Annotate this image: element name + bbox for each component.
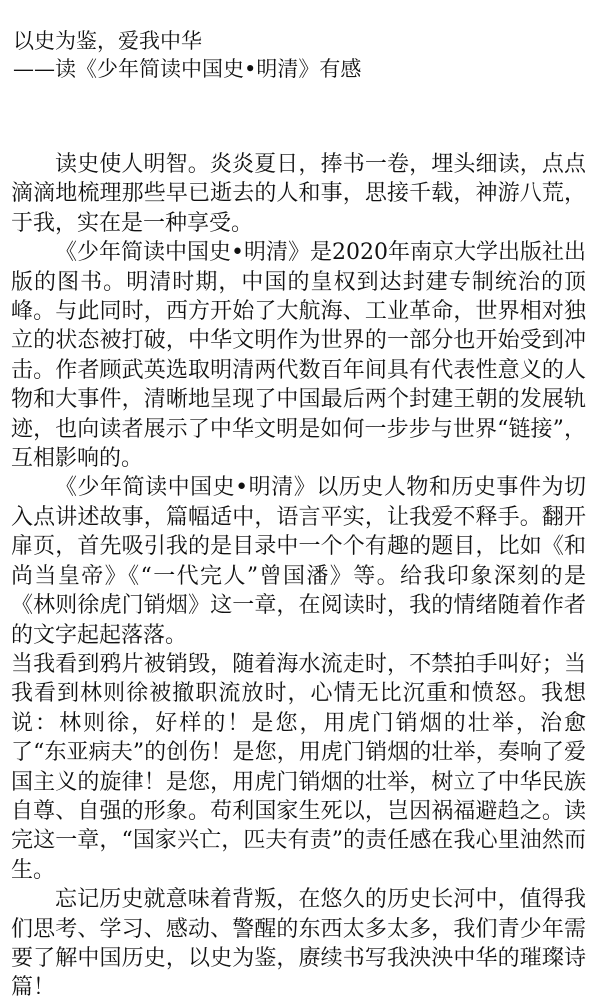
paragraph-intro: 读史使人明智。炎炎夏日，捧书一卷，埋头细读，点点滴滴地梳理那些早已逝去的人和事，思接千载，神游八荒，于我，实在是一种享受。: [11, 152, 586, 236]
paragraph-conclusion: 忘记历史就意味着背叛，在悠久的历史长河中，值得我们思考、学习、感动、警醒的东西太多太多，我们青少年需要了解中国历史，以史为鉴，赓续书写我泱泱中华的璀璨诗篇！: [11, 887, 586, 1001]
document-title: 以史为鉴，爱我中华: [13, 29, 202, 53]
paragraph-lin-zexu: 当我看到鸦片被销毁，随着海水流走时，不禁拍手叫好；当我看到林则徐被撤职流放时，心情无比沉重和愤怒。我想说：林则徐，好样的！是您，用虎门销烟的壮举，治愈了“东亚病夫”的创伤！是您，用虎门销烟的壮举，奏响了爱国主义的旋律！是您，用虎门销烟的壮举，树立了中华民族自尊、自强的形象。苟利国家生死以，岂因祸福避趋之。读完这一章，“国家兴亡，匹夫有责”的责任感在我心里油然而生。: [11, 651, 586, 883]
paragraph-book-overview: 《少年简读中国史•明清》是2020年南京大学出版社出版的图书。明清时期，中国的皇权到达封建专制统治的顶峰。与此同时，西方开始了大航海、工业革命，世界相对独立的状态被打破，中华文明作为世界的一部分也开始受到冲击。作者顾武英选取明清两代数百年间具有代表性意义的人物和大事件，清晰地呈现了中国最后两个封建王朝的发展轨迹，也向读者展示了中华文明是如何一步步与世界“链接”，互相影响的。: [11, 240, 586, 472]
document-body: [11, 150, 586, 1003]
paragraph-reading-impression: 《少年简读中国史•明清》以历史人物和历史事件为切入点讲述故事，篇幅适中，语言平实，让我爱不释手。翻开扉页，首先吸引我的是目录中一个个有趣的题目，比如《和尚当皇帝》《“一代完人”曾国潘》等。给我印象深刻的是《林则徐虎门销烟》这一章，在阅读时，我的情绪随着作者的文字起起落落。: [11, 475, 586, 648]
document-subtitle: ——读《少年简读中国史•明清》有感: [13, 57, 362, 81]
